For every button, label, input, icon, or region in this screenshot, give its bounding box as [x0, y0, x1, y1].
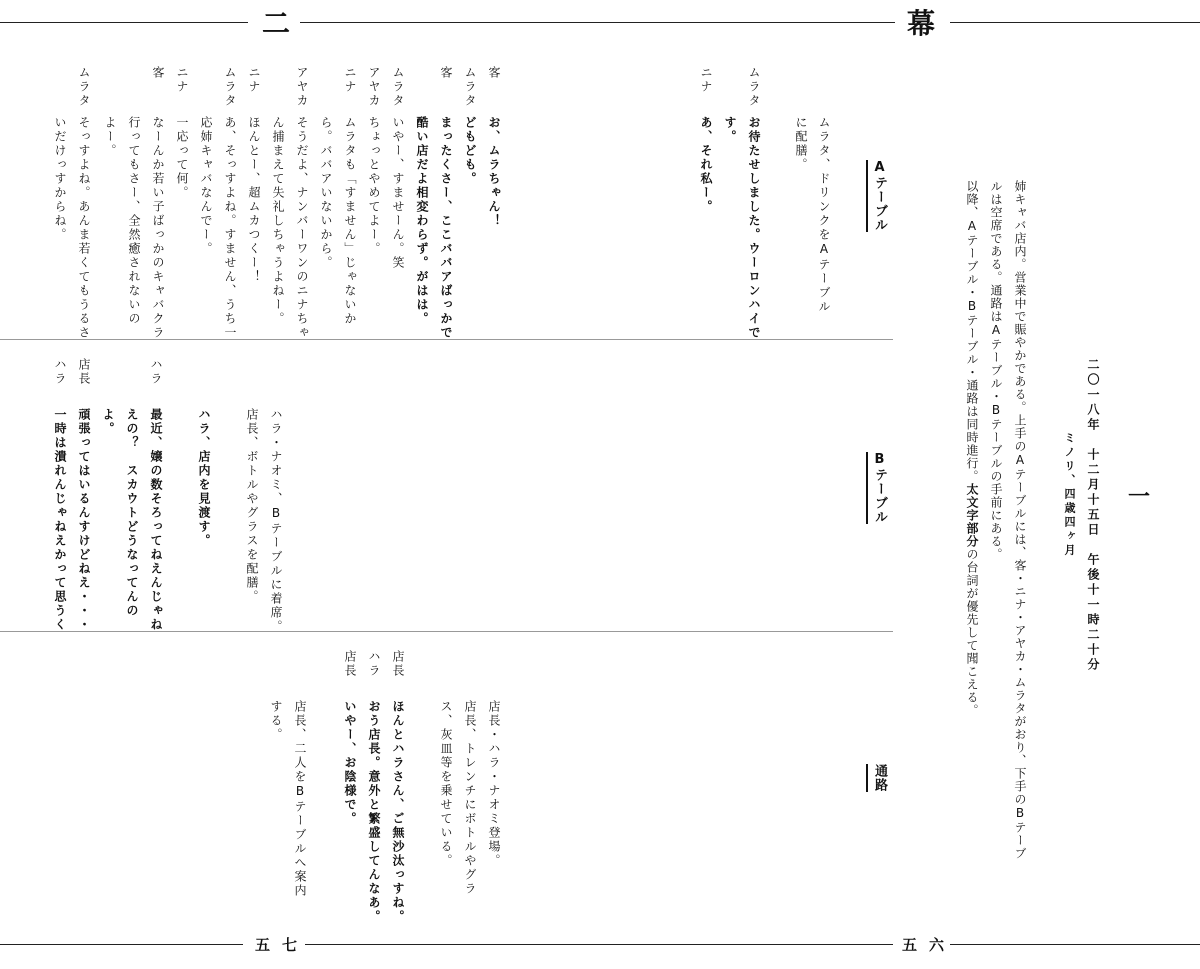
speaker-tencho-1: 店長 [77, 358, 91, 386]
speaker-hara-3: ハラ [367, 650, 381, 678]
c-final-direction-b: する。 [269, 700, 283, 742]
line-murata-1a: お待たせしました。ウーロンハイで [747, 116, 761, 340]
line-tencho-3: いやー、お陰様で。 [343, 700, 357, 826]
footer-rule-right [950, 944, 1200, 945]
stage-label-aisle: 通路 [866, 764, 889, 792]
line-tencho-2: ほんとハラさん、ご無沙汰っすね。 [391, 700, 405, 924]
line-nina-2b: ら。ババアいないから。 [319, 116, 333, 270]
stage-label-b-table: Bテーブル [866, 452, 889, 524]
header-left-char: 二 [262, 7, 291, 40]
line-murata-5a: そっすよね。あんま若くてもうるさ [77, 116, 91, 340]
line-murata-3: いやー、すませーん。笑 [391, 116, 405, 270]
header-rule-middle [300, 22, 895, 23]
line-kyaku-3b: 行ってもさー、全然癒されないの [127, 116, 141, 326]
speaker-nina-1: ニナ [699, 66, 713, 94]
header-right-char: 幕 [907, 7, 936, 40]
b-direction-2: 店長、ボトルやグラスを配膳。 [245, 408, 259, 604]
scene-number: 一 [1128, 484, 1151, 510]
line-murata-2: どもども。 [463, 116, 477, 186]
speaker-murata-4: ムラタ [223, 66, 237, 108]
speaker-nina-2: ニナ [343, 66, 357, 94]
folio-right: 五六 [902, 936, 957, 954]
speaker-kyaku-1: 客 [487, 66, 501, 80]
header-rule-left-1 [0, 22, 248, 23]
speaker-murata-2: ムラタ [463, 66, 477, 108]
a-direction-2: に配膳。 [794, 116, 808, 172]
line-murata-1b: す。 [723, 116, 737, 144]
line-kyaku-1: お、ムラちゃん！ [487, 116, 501, 228]
speaker-hara-1: ハラ [149, 358, 163, 386]
speaker-tencho-2: 店長 [391, 650, 405, 678]
line-kyaku-3c: よー。 [103, 116, 117, 158]
scene-description-1: 姉キャバ店内。営業中で賑やかである。上手のAテーブルには、客・ニナ・アヤカ・ムラタがおり、下手のBテーブ [1013, 180, 1027, 860]
speaker-murata-1: ムラタ [747, 66, 761, 108]
speaker-kyaku-3: 客 [151, 66, 165, 80]
line-ayaka-1: ちょっとやめてよー。 [367, 116, 381, 256]
line-hara-2b: 一時は潰れんじゃねえかって思うく [53, 408, 67, 632]
line-hara-1c: よ。 [101, 408, 115, 436]
line-ayaka-2b: ん捕まえて失礼しちゃうよねー。 [271, 116, 285, 326]
scene-characters: ミノリ、四歳四ヶ月 [1063, 432, 1076, 558]
b-direction-hara-look: ハラ、店内を見渡す。 [197, 408, 211, 548]
line-kyaku-2a: まったくさー、ここババアばっかで [439, 116, 453, 340]
footer-rule-left [0, 944, 243, 945]
scene-description-2: ルは空席である。通路はAテーブル・Bテーブルの手前にある。 [989, 180, 1003, 561]
speaker-ayaka-2: アヤカ [295, 66, 309, 108]
line-murata-5b: いだけっすからね。 [53, 116, 67, 242]
speaker-murata-5: ムラタ [77, 66, 91, 108]
line-hara-1a: 最近、嬢の数そろってねえんじゃね [149, 408, 163, 632]
c-direction-2a: 店長、トレンチにボトルやグラ [463, 700, 477, 896]
scene-datetime: 二〇一八年 十二月十五日 午後十一時二十分 [1086, 358, 1100, 673]
speaker-kyaku-2: 客 [439, 66, 453, 80]
a-direction-1: ムラタ、ドリンクをAテーブル [817, 116, 831, 314]
speaker-murata-3: ムラタ [391, 66, 405, 108]
line-murata-4a: あ、そっすよね。すません、うち一 [223, 116, 237, 340]
scene-description-3: 以降、Aテーブル・Bテーブル・通路は同時進行。太文字部分の台詞が優先して聞こえる。 [965, 180, 979, 717]
line-hara-3: おう店長。意外と繁盛してんなあ。 [367, 700, 381, 924]
c-direction-1: 店長・ハラ・ナオミ登場。 [487, 700, 501, 868]
line-kyaku-3a: なーんか若い子ばっかのキャバクラ [151, 116, 165, 340]
c-direction-2b: ス、灰皿等を乗せている。 [439, 700, 453, 868]
b-direction-1: ハラ・ナオミ、Bテーブルに着席。 [269, 408, 283, 634]
line-hara-1b: えの？ スカウトどうなってんの [125, 408, 139, 618]
line-nina-4: 一応って何。 [175, 116, 189, 200]
c-final-direction-a: 店長、二人をBテーブルへ案内 [293, 700, 307, 898]
line-nina-3: ほんとー、超ムカつくー！ [247, 116, 261, 284]
footer-rule-middle [305, 944, 893, 945]
section-divider-b [0, 631, 893, 632]
line-nina-1: あ、それ私ー。 [699, 116, 713, 214]
line-nina-2a: ムラタも「すません」じゃないか [343, 116, 357, 326]
speaker-nina-3: ニナ [247, 66, 261, 94]
speaker-hara-2: ハラ [53, 358, 67, 386]
speaker-ayaka-1: アヤカ [367, 66, 381, 108]
line-hara-2a: 頑張ってはいるんすけどねえ・・・ [77, 408, 91, 632]
speaker-nina-4: ニナ [175, 66, 189, 94]
header-rule-right [950, 22, 1200, 23]
folio-left: 五七 [255, 936, 310, 954]
stage-label-a-table: Aテーブル [866, 160, 889, 232]
line-murata-4b: 応姉キャバなんでー。 [199, 116, 213, 256]
line-kyaku-2b: 酷い店だよ相変わらず。がはは。 [415, 116, 429, 326]
speaker-tencho-3: 店長 [343, 650, 357, 678]
line-ayaka-2a: そうだよ、ナンバーワンのニナちゃ [295, 116, 309, 340]
